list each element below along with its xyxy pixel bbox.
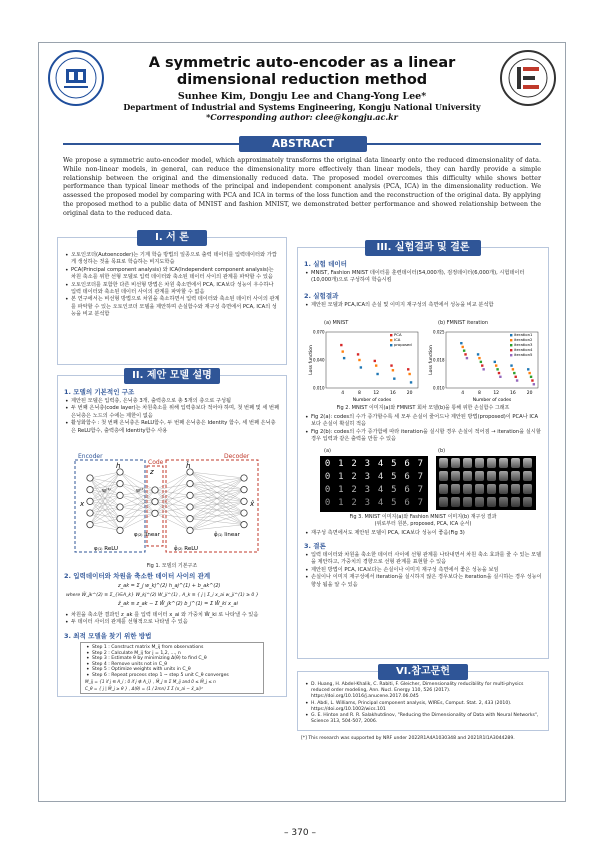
introduction-heading: I. 서 론 (137, 230, 207, 246)
data-point (496, 368, 498, 370)
data-point (495, 364, 497, 366)
network-edge (190, 490, 244, 531)
x-tick-label: 8 (478, 391, 481, 396)
fashion-thumbnail (451, 471, 460, 481)
y-tick-label: 0.010 (433, 385, 445, 391)
fig2b-label: (b) FMNIST iteration (438, 320, 489, 326)
model-subheading-optimal: 3. 최적 모델을 찾기 위한 방법 (64, 632, 152, 640)
network-edge (90, 472, 120, 478)
reference-item: • G. E. Hinton and R. R. Salakhutdinov, "Reducing the Dimensionality of Data with Neural Networks", Science 313, 504-507, 2006. (304, 713, 542, 725)
digit-cell: 5 (388, 458, 399, 470)
fashion-thumbnail (439, 458, 448, 468)
fashion-thumbnail (451, 484, 460, 494)
digit-cell: 1 (335, 484, 346, 496)
data-point (512, 368, 514, 370)
fashion-thumbnail (451, 458, 460, 468)
fashion-thumbnail (511, 471, 520, 481)
relation-bullet: • 두 데이터 사이의 관계를 선형적으로 나타낼 수 있음 (64, 619, 280, 626)
code-z-label: z (150, 468, 154, 476)
plot-frame (326, 332, 418, 388)
x-axis-label: Number of codes (472, 398, 512, 402)
network-node (117, 515, 123, 521)
digit-cell: 4 (375, 458, 386, 470)
network-node (187, 492, 193, 498)
results-subheading-experiment: 2. 실험결과 (304, 292, 339, 300)
fashion-thumbnail (475, 497, 484, 507)
fashion-thumbnail (439, 471, 448, 481)
digit-cell: 1 (335, 471, 346, 483)
digit-cell: 3 (362, 471, 373, 483)
network-edge (90, 495, 120, 524)
x-tick-label: 4 (341, 391, 345, 396)
digit-cell: 0 (322, 497, 333, 509)
algorithm-step: • Step 3 : Estimate θ by minimizing Δ(θ) to find C_θ (85, 656, 259, 662)
digit-row (322, 471, 426, 483)
digit-cell: 2 (349, 484, 360, 496)
legend-swatch (390, 334, 392, 336)
fig3b-label: (b) (438, 448, 446, 454)
data-point (480, 361, 482, 363)
fashion-thumbnail (499, 471, 508, 481)
network-node (87, 510, 93, 516)
network-edge (190, 513, 244, 530)
network-node (87, 498, 93, 504)
data-point (410, 381, 412, 383)
data-point (499, 376, 501, 378)
fashion-thumbnail (511, 484, 520, 494)
references-heading: VI.참고문헌 (378, 664, 468, 680)
section-results (297, 242, 549, 659)
network-node (117, 480, 123, 486)
fashion-thumbnail (511, 497, 520, 507)
section-model (57, 370, 287, 697)
funding-footnote: [*] This research was supported by NRF under 2022R1A4A1030348 and 2021R1I1A3044289. (301, 736, 515, 741)
data-point (464, 353, 466, 355)
algorithm-step: • Step 6 : Repeat process step 1 ~ step 5 unit C_θ converges (85, 673, 259, 679)
loss-chart-fmnist (428, 328, 542, 402)
mnist-reconstruction-grid (320, 456, 428, 512)
network-edge (190, 478, 244, 484)
data-point (481, 364, 483, 366)
data-point (360, 366, 362, 368)
network-edge (190, 478, 244, 495)
fashion-thumbnail (499, 484, 508, 494)
legend-swatch (510, 334, 512, 336)
fig3-bullet: • 재구성 측면에서도 제안된 모델이 PCA, ICA보다 성능이 좋음(Fig 3) (304, 530, 542, 537)
data-point (460, 342, 462, 344)
corresponding-author: *Corresponding author: clee@kongju.ac.kr (206, 112, 398, 122)
network-edge (155, 484, 190, 514)
digit-cell: 5 (388, 484, 399, 496)
digit-cell: 2 (349, 471, 360, 483)
legend-swatch (510, 344, 512, 346)
data-point (374, 360, 376, 362)
fashion-thumbnail (487, 458, 496, 468)
network-node (241, 498, 247, 504)
y-tick-label: 0.070 (313, 329, 325, 335)
legend-label: ICA (394, 337, 401, 342)
reference-item: • H. Abdi, L. Williams, Principal component analysis, WIREs, Comput. Stat. 2, 433 (2010). https://doi.org/10.1002/wics.101 (304, 701, 542, 713)
network-node (187, 480, 193, 486)
fashion-thumbnail (487, 484, 496, 494)
x-tick-label: 16 (510, 391, 516, 396)
network-node (87, 521, 93, 527)
digit-cell: 6 (402, 484, 413, 496)
conclusion-bullet: • 입력 데이터와 차원을 축소한 데이터 사이에 선형 관계를 나타내면서 차원 축소 효과를 줄 수 있는 모델을 제안하고, 가중치의 경향으로 선형 관계를 표현할 수 있음 (304, 552, 542, 567)
legend-swatch (390, 344, 392, 346)
conclusion-bullet: • 손실이나 이미지 재구성에서 iteration을 실시하지 않은 경우보다는 iteration을 실시하는 경우 성능이 향상 됨을 알 수 있음 (304, 574, 542, 589)
legend-label: iteration2 (514, 337, 533, 342)
loss-chart-mnist (308, 328, 422, 402)
intro-bullet: • 오토인코더를 포함한 다른 비선형 방법은 차원 축소면에서 PCA, ICA보다 성능이 우수하나 입력 데이터와 축소된 데이터 사이의 관계를 파악할 수 없음 (64, 282, 280, 297)
equation-3: ẑ_ak ≡ z_ak − Σ W̄_jk^(2) b_j^(1) = Σ W̄_ki x_ai (118, 601, 238, 607)
fashion-thumbnail (487, 471, 496, 481)
digit-cell: 7 (415, 471, 426, 483)
legend-label: iteration5 (514, 352, 533, 357)
x-tick-label: 16 (390, 391, 396, 396)
data-point (530, 376, 532, 378)
network-edge (90, 472, 120, 501)
network-node (187, 504, 193, 510)
relu2-label: φ̃₍₂₎ ReLU (174, 546, 199, 552)
model-subheading-structure: 1. 모델의 기본적인 구조 (64, 388, 135, 396)
network-node (241, 521, 247, 527)
network-edge (190, 501, 244, 530)
equation-1: z_ak = Σ_j w_kj^(2) h_aj^(1) + b_ak^(2) (118, 583, 221, 589)
algorithm-equation-1: M_ij = {1 if j ∈ A_i ; 0 if j ∉ A_i} , M̄_j ≡ Σ M_ij and 0 ≤ M̄_j ≤ n (85, 679, 216, 684)
digit-cell: 5 (388, 471, 399, 483)
fashion-thumbnail (475, 471, 484, 481)
fashion-thumbnail (451, 497, 460, 507)
y-tick-label: 0.040 (313, 357, 325, 363)
data-point (340, 344, 342, 346)
network-node (187, 527, 193, 533)
legend-swatch (510, 339, 512, 341)
experiment-bullet: • 제안된 모델과 PCA,ICA의 손실 및 이미지 재구성의 측면에서 성능을 비교 분석함 (304, 302, 542, 309)
structure-bullet: • 두 번째 은닉층(code layer)는 차원축소를 위해 입력층보다 적어야 하며, 첫 번째 및 세 번째 은닉층은 노드의 수에는 제한이 없음 (64, 405, 280, 420)
network-edge (155, 472, 190, 490)
output-xhat-label: x̂ (250, 500, 255, 508)
digit-row (322, 458, 426, 470)
relation-bullet: • 차원을 축소한 결과인 z_ak 를 입력 데이터 x_ai 와 가중치 W̄_ki 로 나타낼 수 있음 (64, 612, 280, 619)
x-tick-label: 20 (406, 391, 413, 396)
network-node (241, 486, 247, 492)
data-point (407, 368, 409, 370)
data-point (531, 379, 533, 381)
fig2-bullet: • Fig 2(b): codes의 수가 증가함에 따라 iteration을 실시할 경우 손실이 적어짐 → iteration을 실시할 경우 입력과 같은 출력을 만들 수 있음 (304, 429, 542, 444)
fashion-reconstruction-grid (436, 456, 536, 510)
fashion-thumbnail (463, 458, 472, 468)
linear2-label: φ̃₍₁₎ linear (214, 532, 240, 538)
x-tick-label: 12 (493, 391, 500, 396)
y-tick-label: 0.018 (433, 357, 445, 363)
algorithm-step: • Step 4 : Remove units not in C_θ (85, 662, 259, 668)
data-point (527, 368, 529, 370)
data-point (408, 373, 410, 375)
y-axis-label: Loss function (429, 345, 434, 375)
fashion-thumbnail (439, 497, 448, 507)
fashion-thumbnail (475, 484, 484, 494)
network-edge (155, 507, 190, 513)
y-axis-label: Loss function (309, 345, 314, 375)
model-heading: II. 제안 모델 설명 (124, 368, 220, 384)
kongju-university-logo (47, 49, 105, 107)
intro-bullet: • PCA(Principal component analysis) 와 ICA(Independent component analysis)는 차원 축소를 위한 선형 모델로 입력 데이터와 축소된 데이터 사이의 관계를 파악할 수 있음 (64, 267, 280, 282)
legend-label: PCA (394, 332, 402, 337)
fig3-caption-order: (위로부터 원본, proposed, PCA, ICA 순서) (374, 521, 472, 527)
fashion-thumbnail (511, 458, 520, 468)
network-node (152, 498, 158, 504)
equation-2: where W̄_jk^(2) ≡ Σ_{i∈A_k} W_kj^(2) W_ji^(1) , A_k ≡ { j | Σ_i x_ai w_ji^(1) ≥ 0 } (66, 593, 259, 598)
x-tick-label: 8 (358, 391, 361, 396)
network-node (87, 475, 93, 481)
fashion-thumbnail (463, 484, 472, 494)
digit-cell: 6 (402, 497, 413, 509)
intro-bullet: • 오토인코더(Autoencoder)는 기계 학습 방법의 일종으로 출력 데이터를 입력데이터와 가깝게 생성하는 것을 목표로 학습하는 비지도학습 (64, 252, 280, 267)
legend-swatch (390, 339, 392, 341)
digit-cell: 0 (322, 458, 333, 470)
abstract-text: We propose a symmetric auto-encoder model, which approximately transforms the original data linearly onto the reduced dimensionality of data. While non-linear models, in general, can reduce the dimensionality more effectively than linear models, they can hardly provide a simple relationship between the original and the dimensionally reduced data. The proposed model overcomes this difficulty while shows better performance than typical linear methods of the principal and independent component analysis (PCA, ICA) in the dimensionality reduction. We assessed the proposed model by comparing with PCA and ICA in terms of the loss function and the reconstruction of the original data. By applying the proposed method to a public data of MNIST and fashion MNIST, we demonstrated better performance and showed relationship between the original data to the reduced data. (63, 156, 541, 217)
digit-cell: 0 (322, 471, 333, 483)
network-edge (120, 490, 155, 530)
results-subheading-conclusion: 3. 결론 (304, 542, 326, 550)
linear1-label: φ₍₂₎ linear (134, 532, 160, 538)
data-point (533, 383, 535, 385)
network-node (87, 486, 93, 492)
algorithm-step: • Step 2 : Calculate M_ij for j = 1,2, ..., n (85, 651, 259, 657)
algorithm-equation-2: C_θ = { j | M̄_j ≥ θ } , Δ(θ) = (1 / 2mn) Σ Σ (x_ai − x̂_ai)² (85, 686, 203, 691)
results-heading: III. 실험결과 및 결론 (365, 240, 481, 256)
fashion-thumbnail (499, 497, 508, 507)
legend-swatch (510, 354, 512, 356)
section-introduction (57, 232, 287, 365)
network-node (117, 504, 123, 510)
network-edge (90, 525, 120, 531)
digit-cell: 1 (335, 458, 346, 470)
network-edge (90, 507, 120, 525)
network-edge (90, 472, 120, 525)
autoencoder-diagram (74, 452, 274, 560)
data-point (528, 372, 530, 374)
data-point (466, 357, 468, 359)
digit-row (322, 497, 426, 509)
decoder-label: Decoder (224, 453, 250, 460)
algorithm-box (80, 642, 264, 694)
network-node (152, 510, 158, 516)
x-tick-label: 12 (373, 391, 380, 396)
network-edge (190, 525, 244, 531)
algorithm-step: • Step 5 : Optimize weights with units in C_θ (85, 667, 259, 673)
x-axis-label: Number of codes (352, 398, 392, 402)
reference-item: • D. Huang, H. Abdel-Khalik, C. Rabiti, F. Gleicher, Dimensionality reducibility for multi-physics reduced order modeling, Ann. Nucl. Energy 110, 526 (2017). https://doi.org/10.1016/j.anucene.2017.06.045 (304, 682, 542, 701)
network-node (241, 510, 247, 516)
legend-label: iteration3 (514, 342, 533, 347)
model-subheading-relation: 2. 입력데이터와 차원을 축소한 데이터 사이의 관계 (64, 572, 211, 580)
data-point (392, 369, 394, 371)
department-logo (499, 49, 557, 107)
fig2-bullet: • Fig 2(a): codes의 수가 증가할수록 세 모두 손실이 줄어드나 제안된 방법(proposed)이 PCA나 ICA보다 손실이 확실히 적음 (304, 414, 542, 429)
page-number: – 370 – (284, 828, 316, 838)
data-point (510, 364, 512, 366)
x-tick-label: 20 (526, 391, 533, 396)
abstract-heading: ABSTRACT (239, 136, 367, 152)
data-point (393, 377, 395, 379)
input-x-label: x (80, 500, 85, 508)
network-node (117, 527, 123, 533)
relu1-label: φ₍₁₎ ReLU (94, 546, 119, 552)
legend-label: iteration4 (514, 347, 533, 352)
digit-cell: 4 (375, 471, 386, 483)
network-edge (155, 472, 190, 502)
data-point (463, 349, 465, 351)
network-node (241, 475, 247, 481)
digit-cell: 1 (335, 497, 346, 509)
hidden-hhat-label: ĥ (186, 462, 191, 470)
digit-cell: 2 (349, 458, 360, 470)
intro-bullet: • 본 연구에서는 비선형 방법으로 차원을 축소하면서 입력 데이터와 축소된 데이터 사이의 관계를 파악할 수 있는 오토인코더 모델을 제안하며 손실함수와 재구성 측면에서 PCA, ICA의 성능을 비교 분석함 (64, 296, 280, 318)
poster-title: A symmetric auto-encoder as a linear dimensional reduction method (148, 55, 456, 88)
data-point (357, 353, 359, 355)
x-tick-label: 4 (461, 391, 465, 396)
network-edge (190, 478, 244, 507)
fashion-thumbnail (475, 458, 484, 468)
network-edge (190, 478, 244, 530)
digit-cell: 4 (375, 497, 386, 509)
data-point (482, 368, 484, 370)
digit-cell: 6 (402, 458, 413, 470)
fig3-caption: Fig 3. MNIST 이미지(a)와 Fashion MNIST 이미지(b) 재구성 결과 (349, 514, 497, 520)
section-references (297, 666, 549, 731)
digit-cell: 3 (362, 484, 373, 496)
network-edge (90, 519, 120, 525)
algorithm-step: • Step 1 : Construct matrix M_ij from observations (85, 645, 259, 651)
data-point (516, 379, 518, 381)
fashion-thumbnail (523, 497, 532, 507)
data-point (498, 372, 500, 374)
network-node (187, 515, 193, 521)
fashion-thumbnail (523, 471, 532, 481)
network-edge (190, 478, 244, 519)
data-point (390, 364, 392, 366)
digit-cell: 6 (402, 471, 413, 483)
digit-cell: 7 (415, 497, 426, 509)
fashion-thumbnail (523, 458, 532, 468)
fig3a-label: (a) (324, 448, 331, 454)
data-point (477, 353, 479, 355)
weight-w1-label: w⁽¹⁾ (102, 488, 111, 494)
digit-cell: 2 (349, 497, 360, 509)
fashion-thumbnail (463, 471, 472, 481)
legend-label: proposed (394, 342, 412, 347)
digit-cell: 4 (375, 484, 386, 496)
structure-bullet: • 활성화함수 : 첫 번째 은닉층은 ReLU함수, 두 번째 은닉층은 Identity 함수, 세 번째 은닉층은 ReLU함수, 출력층에 Identity함수 사용 (64, 420, 280, 435)
digit-cell: 7 (415, 458, 426, 470)
digit-cell: 7 (415, 484, 426, 496)
authors: Sunhee Kim, Dongju Lee and Chang-Yong Lee* (177, 91, 427, 102)
data-point (375, 364, 377, 366)
network-node (117, 492, 123, 498)
data-point (343, 357, 345, 359)
data-point (478, 357, 480, 359)
encoder-label: Encoder (78, 453, 103, 460)
data-bullet: • MNIST, Fashion MNIST 데이터를 훈련데이터(54,000개), 검정데이터(6,000개), 시험데이터(10,000개)으로 구성하여 학습시킴 (304, 270, 542, 285)
data-point (515, 376, 517, 378)
digit-cell: 3 (362, 458, 373, 470)
fashion-thumbnail (523, 484, 532, 494)
network-edge (190, 472, 244, 478)
fig2a-label: (a) MNIST (324, 320, 349, 326)
conclusion-bullet: • 제안된 방법이 PCA, ICA보다는 손실이나 이미지 재구성 측면에서 좋은 성능을 보임 (304, 567, 542, 574)
fashion-thumbnail (439, 484, 448, 494)
fig1-caption: Fig 1. 모델의 기본구조 (146, 563, 198, 569)
structure-bullet: • 제안된 모델은 입력층, 은닉층 3개, 출력층으로 총 5개의 층으로 구성됨 (64, 398, 280, 405)
affiliation: Department of Industrial and Systems Engineering, Kongju National University (123, 102, 481, 112)
digit-cell: 0 (322, 484, 333, 496)
hidden-h-label: h (116, 462, 121, 470)
digit-cell: 3 (362, 497, 373, 509)
fig2-caption: Fig 2. MNIST 이미지(a)와 FMNIST 회차 모델(b)을 통해 위한 손실함수 그래프 (336, 405, 510, 411)
legend-swatch (510, 349, 512, 351)
digit-row (322, 484, 426, 496)
network-node (152, 487, 158, 493)
results-subheading-data: 1. 실험 데이터 (304, 260, 347, 268)
data-point (462, 346, 464, 348)
data-point (376, 373, 378, 375)
digit-cell: 5 (388, 497, 399, 509)
code-label: Code (148, 459, 164, 466)
data-point (358, 359, 360, 361)
data-point (513, 372, 515, 374)
data-point (342, 350, 344, 352)
y-tick-label: 0.025 (433, 329, 445, 335)
weight-w2-label: w⁽²⁾ (136, 488, 145, 494)
data-point (494, 361, 496, 363)
legend-label: iteration1 (514, 332, 533, 337)
poster (38, 42, 566, 802)
fashion-thumbnail (487, 497, 496, 507)
fashion-thumbnail (499, 458, 508, 468)
fashion-thumbnail (463, 497, 472, 507)
y-tick-label: 0.010 (313, 385, 325, 391)
